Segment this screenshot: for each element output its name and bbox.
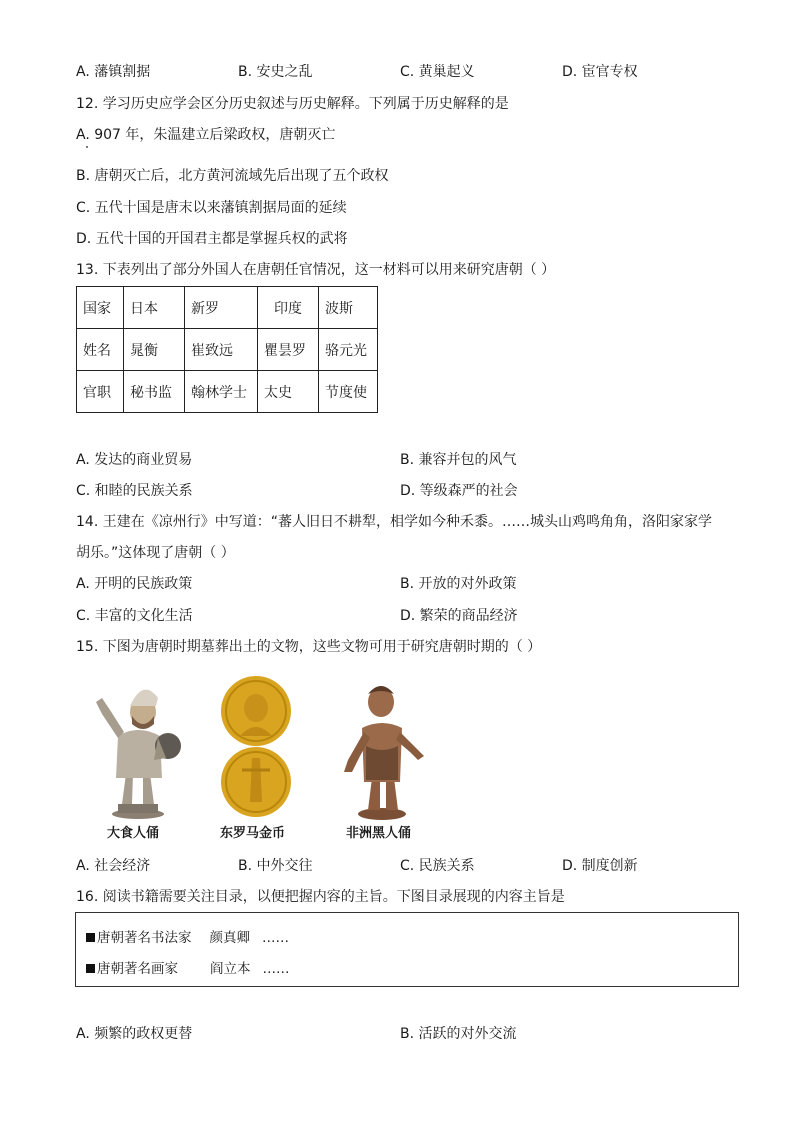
caption-dashi-figurine: 大食人俑 <box>107 826 160 841</box>
q12-option-d: D. 五代十国的开国君主都是掌握兵权的武将 <box>76 231 348 247</box>
stray-dot <box>86 146 88 148</box>
african-figurine-image <box>340 676 430 821</box>
q16-option-a: A. 频繁的政权更替 <box>76 1026 193 1042</box>
q12-stem: 12. 学习历史应学会区分历史叙述与历史解释。下列属于历史解释的是 <box>76 96 509 112</box>
square-bullet-icon <box>86 933 95 942</box>
q12-option-c: C. 五代十国是唐末以来藩镇割据局面的延续 <box>76 200 347 216</box>
toc-row-name: 阎立本 <box>210 961 251 977</box>
q13-stem: 13. 下表列出了部分外国人在唐朝任官情况，这一材料可以用来研究唐朝（ ） <box>76 262 556 278</box>
table-row <box>77 329 378 371</box>
q13-option-c: C. 和睦的民族关系 <box>76 483 193 499</box>
toc-row <box>86 926 289 946</box>
table-cell: 国家 <box>77 287 124 329</box>
q15-option-b: B. 中外交往 <box>238 858 313 874</box>
q14-stem-line2: 胡乐。”这体现了唐朝（ ） <box>76 545 235 561</box>
caption-roman-gold-coin: 东罗马金币 <box>220 826 286 841</box>
q14-option-b: B. 开放的对外政策 <box>400 576 517 592</box>
square-bullet-icon <box>86 964 95 973</box>
q14-stem-line1: 14. 王建在《凉州行》中写道：“蕃人旧日不耕犁，相学如今种禾黍。……城头山鸡鸣角角，洛阳家家学 <box>76 514 712 530</box>
q14-option-c: C. 丰富的文化生活 <box>76 608 193 624</box>
table-cell: 印度 <box>258 287 319 329</box>
q14-option-a: A. 开明的民族政策 <box>76 576 193 592</box>
q14-option-d: D. 繁荣的商品经济 <box>400 608 518 624</box>
table-cell: 节度使 <box>319 371 378 413</box>
q11-option-d: D. 宦官专权 <box>562 64 638 80</box>
table-of-contents-box <box>75 912 739 987</box>
q12-option-a: A. 907 年，朱温建立后梁政权，唐朝灭亡 <box>76 127 336 143</box>
caption-african-figurine: 非洲黑人俑 <box>346 826 412 841</box>
table-cell: 秘书监 <box>124 371 185 413</box>
table-cell: 官职 <box>77 371 124 413</box>
table-cell: 骆元光 <box>319 329 378 371</box>
q12-option-b: B. 唐朝灭亡后，北方黄河流域先后出现了五个政权 <box>76 168 389 184</box>
roman-gold-coins-image <box>216 674 296 820</box>
foreign-officials-table <box>76 286 378 413</box>
q11-option-c: C. 黄巢起义 <box>400 64 475 80</box>
table-cell: 姓名 <box>77 329 124 371</box>
table-cell: 波斯 <box>319 287 378 329</box>
toc-row-label: 唐朝著名画家 <box>97 961 178 977</box>
table-cell: 日本 <box>124 287 185 329</box>
q13-option-a: A. 发达的商业贸易 <box>76 452 193 468</box>
table-row <box>77 287 378 329</box>
dashi-figurine-image <box>88 676 183 821</box>
q15-stem: 15. 下图为唐朝时期墓葬出土的文物，这些文物可用于研究唐朝时期的（ ） <box>76 639 542 655</box>
q16-option-b: B. 活跃的对外交流 <box>400 1026 517 1042</box>
toc-row <box>86 957 290 977</box>
q13-option-d: D. 等级森严的社会 <box>400 483 518 499</box>
q11-option-b: B. 安史之乱 <box>238 64 313 80</box>
toc-row-ellipsis: …… <box>262 930 289 946</box>
table-cell: 翰林学士 <box>185 371 258 413</box>
table-cell: 新罗 <box>185 287 258 329</box>
toc-row-ellipsis: …… <box>262 961 290 977</box>
q15-option-a: A. 社会经济 <box>76 858 151 874</box>
q15-option-d: D. 制度创新 <box>562 858 638 874</box>
table-cell: 崔致远 <box>185 329 258 371</box>
table-cell: 太史 <box>258 371 319 413</box>
q13-option-b: B. 兼容并包的风气 <box>400 452 517 468</box>
toc-row-label: 唐朝著名书法家 <box>97 930 192 946</box>
q11-option-a: A. 藩镇割据 <box>76 64 151 80</box>
table-cell: 瞿昙罗 <box>258 329 319 371</box>
q15-option-c: C. 民族关系 <box>400 858 475 874</box>
table-cell: 晁衡 <box>124 329 185 371</box>
q16-stem: 16. 阅读书籍需要关注目录，以便把握内容的主旨。下图目录展现的内容主旨是 <box>76 889 565 905</box>
table-row <box>77 371 378 413</box>
toc-row-name: 颜真卿 <box>209 930 250 946</box>
